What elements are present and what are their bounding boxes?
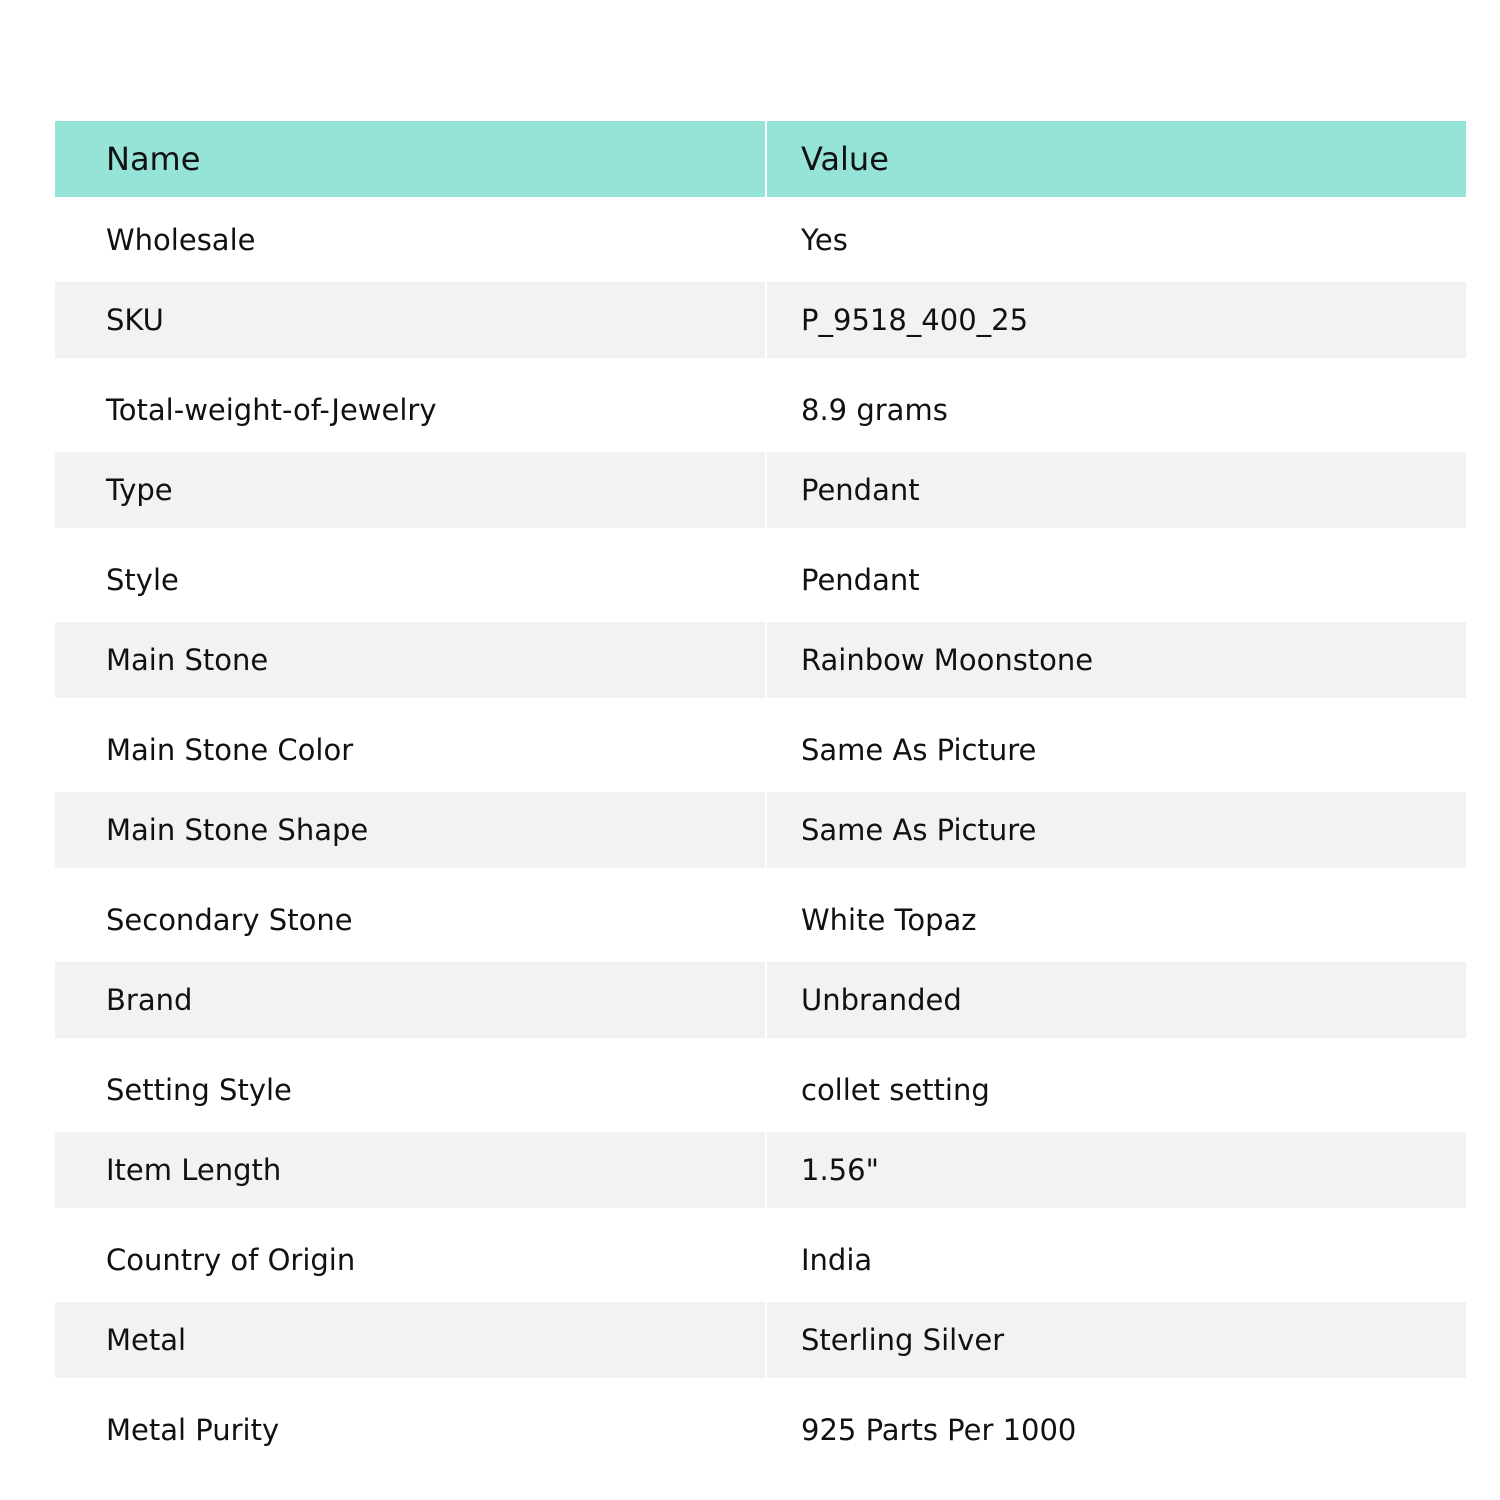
row-name-cell: SKU <box>55 282 765 358</box>
row-name-cell: Setting Style <box>55 1047 765 1132</box>
row-value-cell: India <box>767 1217 1466 1302</box>
row-name-cell: Metal Purity <box>55 1387 765 1472</box>
row-value-cell: Rainbow Moonstone <box>767 622 1466 698</box>
row-name-cell: Main Stone Shape <box>55 792 765 868</box>
row-name-cell: Type <box>55 452 765 528</box>
row-name-cell: Brand <box>55 962 765 1038</box>
table-row <box>55 197 1466 282</box>
row-name-cell: Secondary Stone <box>55 877 765 962</box>
table-row <box>55 792 1466 877</box>
table-row <box>55 622 1466 707</box>
row-name-cell: Main Stone Color <box>55 707 765 792</box>
table-row <box>55 962 1466 1047</box>
row-name-cell: Wholesale <box>55 197 765 282</box>
row-value-cell: Pendant <box>767 452 1466 528</box>
row-value-cell: 1.56" <box>767 1132 1466 1208</box>
row-value-cell: 925 Parts Per 1000 <box>767 1387 1466 1472</box>
header-name-cell: Name <box>55 121 765 197</box>
row-value-cell: collet setting <box>767 1047 1466 1132</box>
table-row <box>55 1302 1466 1387</box>
table-row <box>55 1047 1466 1132</box>
table-header-row <box>55 121 1466 197</box>
table-row <box>55 452 1466 537</box>
table-row <box>55 367 1466 452</box>
row-value-cell: Same As Picture <box>767 792 1466 868</box>
row-name-cell: Country of Origin <box>55 1217 765 1302</box>
header-value-cell: Value <box>767 121 1466 197</box>
table-row <box>55 282 1466 367</box>
row-name-cell: Metal <box>55 1302 765 1378</box>
row-name-cell: Total-weight-of-Jewelry <box>55 367 765 452</box>
row-value-cell: Pendant <box>767 537 1466 622</box>
table-row <box>55 1217 1466 1302</box>
row-value-cell: Yes <box>767 197 1466 282</box>
row-value-cell: White Topaz <box>767 877 1466 962</box>
row-value-cell: P_9518_400_25 <box>767 282 1466 358</box>
row-value-cell: 8.9 grams <box>767 367 1466 452</box>
row-value-cell: Unbranded <box>767 962 1466 1038</box>
row-value-cell: Sterling Silver <box>767 1302 1466 1378</box>
row-name-cell: Style <box>55 537 765 622</box>
table-row <box>55 707 1466 792</box>
row-value-cell: Same As Picture <box>767 707 1466 792</box>
table-row <box>55 537 1466 622</box>
table-row <box>55 877 1466 962</box>
table-row <box>55 1387 1466 1472</box>
row-name-cell: Item Length <box>55 1132 765 1208</box>
table-body <box>55 197 1466 1472</box>
row-name-cell: Main Stone <box>55 622 765 698</box>
table-row <box>55 1132 1466 1217</box>
specifications-table <box>55 121 1466 1472</box>
